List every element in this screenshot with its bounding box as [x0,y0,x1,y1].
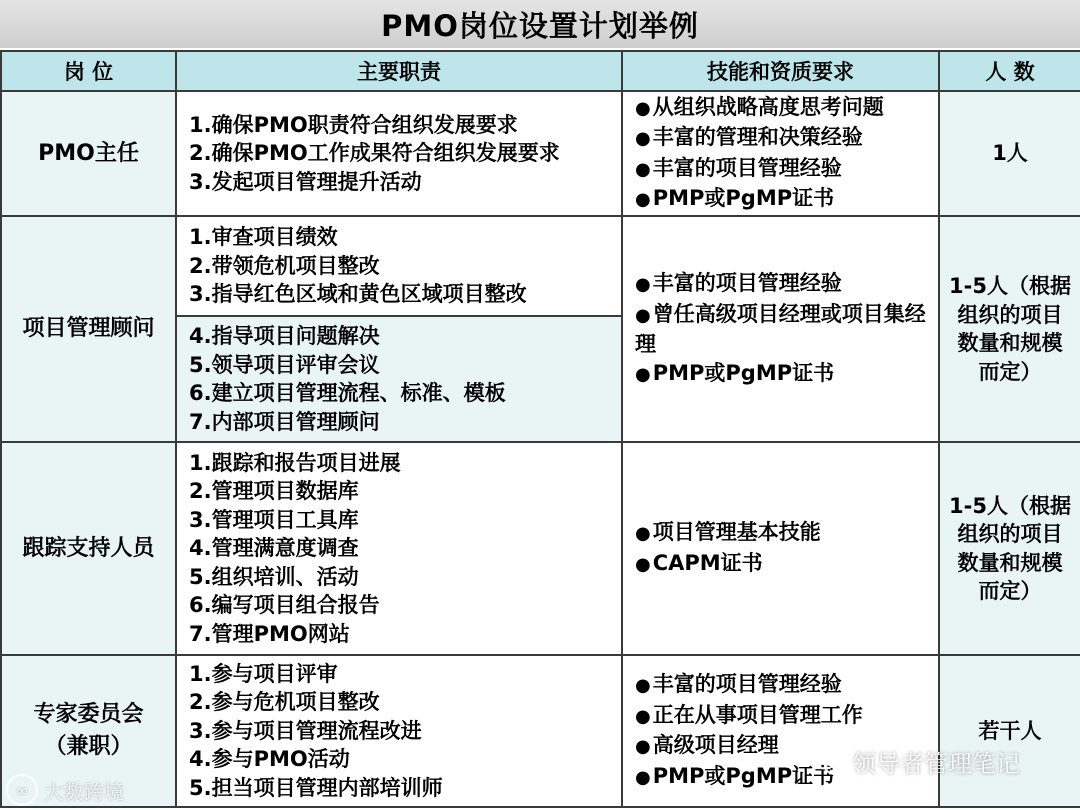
bullet-icon: ● [635,705,651,727]
duty-item: 3.管理项目工具库 [189,507,359,532]
bullet-icon: ● [635,189,651,210]
watermark-left [6,774,124,806]
bullet-icon: ● [635,736,651,757]
brand-logo-icon: ∞ [6,774,38,806]
bullet-icon: ● [635,128,651,149]
count-cell: 1人 [939,91,1080,216]
header-duties: 主要职责 [176,51,622,91]
duty-item: 3.发起项目管理提升活动 [189,169,422,194]
bullet-icon: ● [635,675,651,696]
duty-item: 7.内部项目管理顾问 [189,409,380,434]
duty-item: 5.领导项目评审会议 [189,352,380,377]
duty-item: 3.指导红色区域和黄色区域项目整改 [189,282,527,307]
skill-item: ●PMP或PgMP证书 [635,360,835,385]
duties-cell [176,316,622,442]
duties-cell [176,655,622,807]
duties-cell [176,442,622,655]
duty-item: 2.确保PMO工作成果符合组织发展要求 [189,141,560,166]
position-cell: 项目管理顾问 [1,216,176,442]
table-row [1,442,1080,655]
duties-cell [176,216,622,316]
bullet-icon: ● [635,766,651,788]
duty-item: 1.确保PMO职责符合组织发展要求 [189,112,518,137]
duty-item: 7.管理PMO网站 [189,621,350,646]
watermark-left-text: 大数跨境 [44,779,124,804]
duty-item: 1.参与项目评审 [189,661,338,686]
duty-item: 4.指导项目问题解决 [189,324,380,348]
count-cell: 若干人 [939,655,1080,807]
skills-cell [622,216,939,442]
header-count: 人 数 [939,51,1080,91]
count-cell: 1-5人（根据组织的项目数量和规模而定） [939,442,1080,655]
duty-item: 1.跟踪和报告项目进展 [189,450,401,475]
watermark-right-text: 领导者管理笔记 [852,750,1020,778]
duty-item: 5.担当项目管理内部培训师 [189,775,443,800]
count-cell: 1-5人（根据组织的项目数量和规模而定） [939,216,1080,442]
duty-item: 5.组织培训、活动 [189,564,359,589]
table-header-row [1,51,1080,91]
bullet-icon: ● [635,304,651,326]
skills-cell [622,655,939,807]
skill-item: ●丰富的项目管理经验 [635,155,842,180]
duty-item: 6.编写项目组合报告 [189,593,380,618]
duty-item: 4.参与PMO活动 [189,747,350,772]
table-row [1,655,1080,807]
table-row [1,91,1080,216]
skill-item: ●曾任高级项目经理或项目集经理 [635,301,926,356]
skill-item: ●丰富的项目管理经验 [635,271,842,295]
wechat-icon [812,748,846,776]
duty-item: 6.建立项目管理流程、标准、模板 [189,381,506,405]
skill-item: ●正在从事项目管理工作 [635,702,863,727]
skill-item: ●PMP或PgMP证书 [635,763,835,788]
skills-cell [622,91,939,216]
watermark-right [812,744,1020,779]
duty-item: 2.带领危机项目整改 [189,253,380,278]
duty-item: 4.管理满意度调查 [189,536,359,561]
skill-item: ●丰富的项目管理经验 [635,672,842,696]
duty-item: 1.审查项目绩效 [189,225,338,250]
skill-item: ●高级项目经理 [635,733,779,757]
position-cell: PMO主任 [1,91,176,216]
position-cell: 专家委员会（兼职） [1,655,176,807]
bullet-icon: ● [635,97,651,119]
table-row [1,216,1080,316]
duty-item: 2.参与危机项目整改 [189,690,380,715]
page-title: PMO岗位设置计划举例 [381,8,699,43]
bullet-icon: ● [635,553,651,575]
header-skills: 技能和资质要求 [622,51,939,91]
skill-item: ●PMP或PgMP证书 [635,186,835,210]
header-position: 岗 位 [1,51,176,91]
bullet-icon: ● [635,158,651,180]
position-cell: 跟踪支持人员 [1,442,176,655]
duty-item: 2.管理项目数据库 [189,479,359,504]
bullet-icon: ● [635,523,651,544]
skill-item: ●丰富的管理和决策经验 [635,125,863,149]
duties-cell [176,91,622,216]
skill-item: ●CAPM证书 [635,550,763,575]
skill-item: ●项目管理基本技能 [635,520,821,544]
bullet-icon: ● [635,363,651,385]
bullet-icon: ● [635,274,651,295]
duty-item: 3.参与项目管理流程改进 [189,718,422,743]
skills-cell [622,442,939,655]
pmo-position-table [0,50,1080,808]
title-bar [0,0,1080,48]
skill-item: ●从组织战略高度思考问题 [635,94,884,119]
